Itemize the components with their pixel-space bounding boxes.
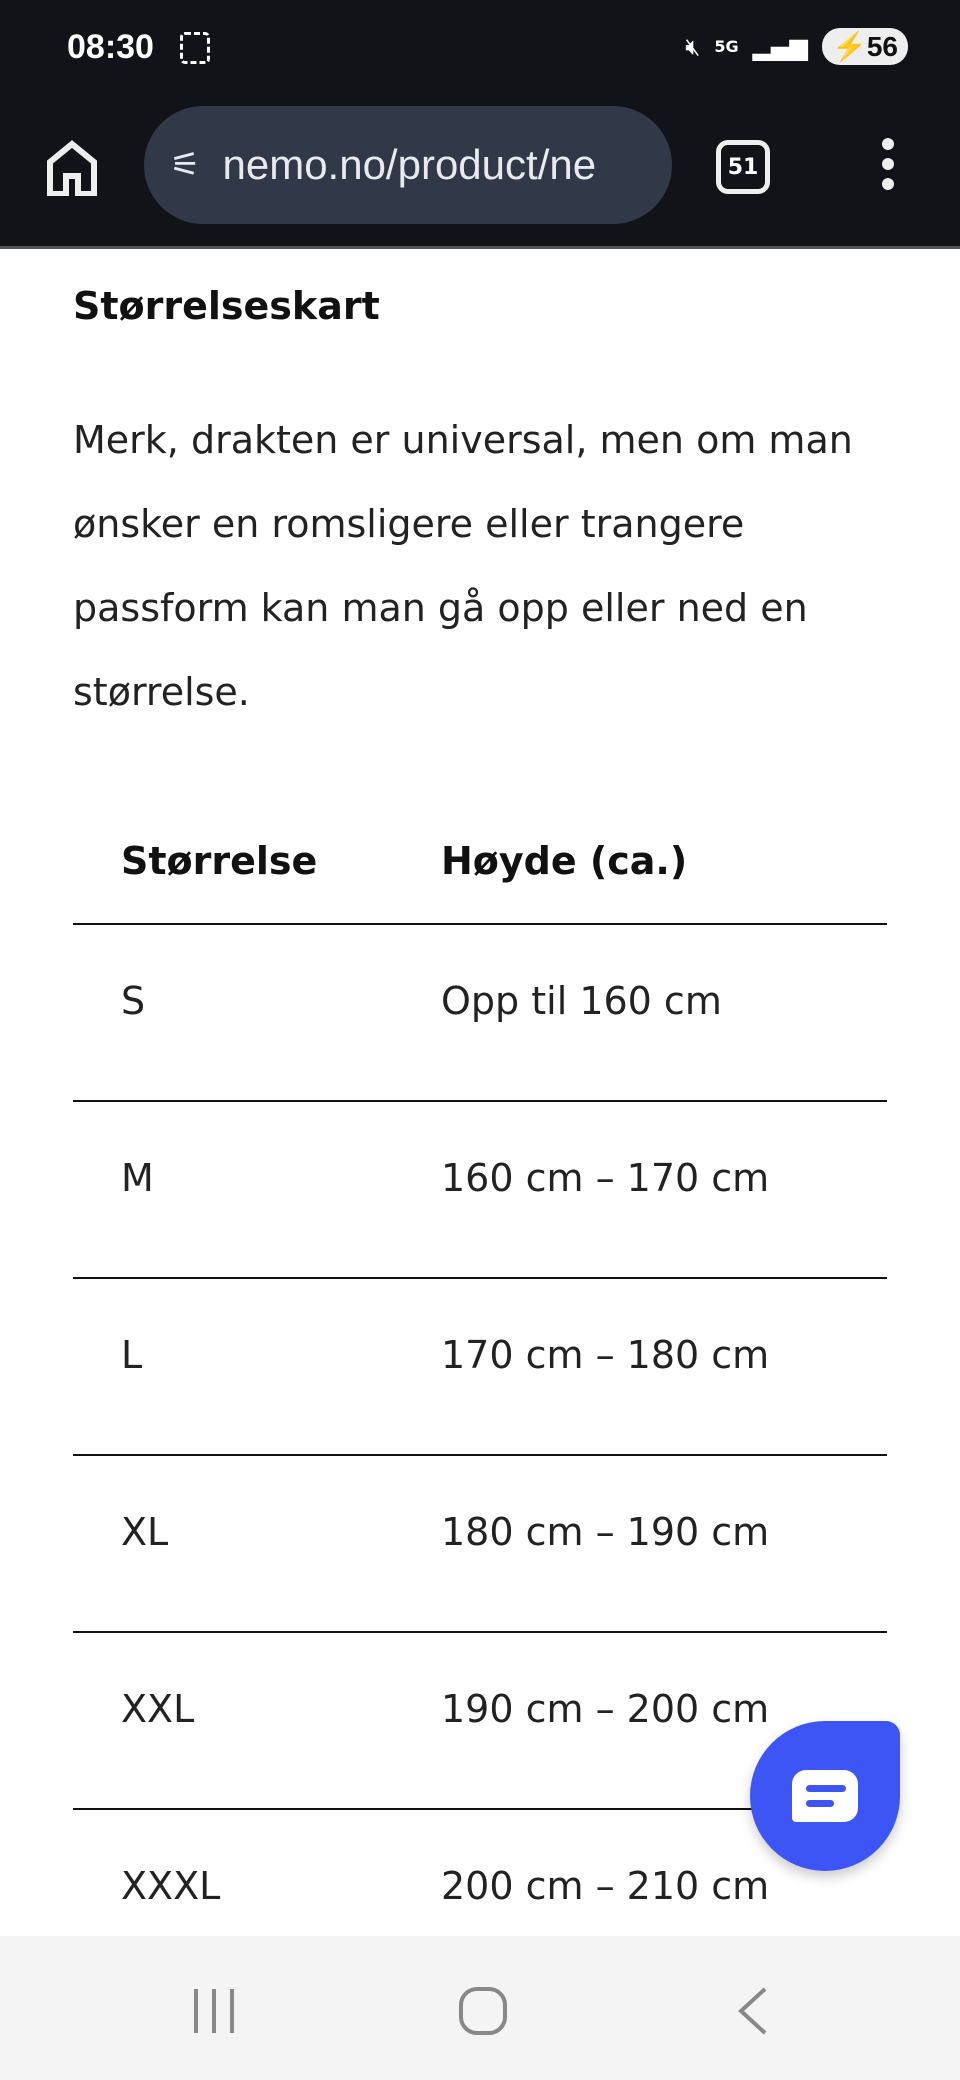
table-row [73,1278,887,1455]
height-cell: 160 cm – 170 cm [441,1101,887,1278]
url-text: nemo.no/product/ne [222,141,597,188]
network-type: 5G [714,37,739,56]
chat-icon [792,1770,858,1822]
height-cell: 190 cm – 200 cm [441,1632,887,1809]
intro-text: Merk, drakten er universal, men om man ønsker en romsligere eller trangere passform kan man gå opp eller ned en størrelse. [73,418,853,714]
back-icon[interactable] [735,1986,771,2040]
recent-apps-icon[interactable] [190,1986,240,2040]
status-bar [0,0,960,100]
clock: 08:30 [67,28,154,66]
browser-toolbar [0,100,960,249]
size-cell: M [73,1101,441,1278]
table-row [73,1101,887,1278]
table-row [73,1455,887,1632]
height-cell: 200 cm – 210 cm [441,1809,887,1986]
battery-level: 56 [866,31,898,62]
size-cell: L [73,1278,441,1455]
battery-indicator: ⚡56 [822,28,908,65]
size-cell: S [73,924,441,1101]
size-cell: XXL [73,1632,441,1809]
mute-icon: 🔇︎ [685,32,701,61]
height-cell: Opp til 160 cm [441,924,887,1101]
site-settings-icon[interactable]: ⚟ [170,146,201,184]
height-cell: 180 cm – 190 cm [441,1455,887,1632]
section-heading: Størrelseskart [73,284,380,328]
more-menu-icon[interactable] [876,138,900,190]
screenshot-icon [180,32,210,64]
home-icon[interactable] [46,140,98,196]
column-header: Høyde (ca.) [441,798,887,924]
address-bar[interactable] [144,106,672,224]
column-header: Størrelse [73,798,441,924]
size-cell: XXXL [73,1809,441,1986]
home-nav-icon[interactable] [458,1986,508,2040]
table-row [73,924,887,1101]
tab-switcher-button[interactable]: 51 [716,140,770,194]
height-cell: 170 cm – 180 cm [441,1278,887,1455]
system-nav-bar [0,1936,960,2080]
size-cell: XL [73,1455,441,1632]
chat-button[interactable] [750,1721,900,1871]
signal-icon: ▂▄▆ [752,32,808,61]
